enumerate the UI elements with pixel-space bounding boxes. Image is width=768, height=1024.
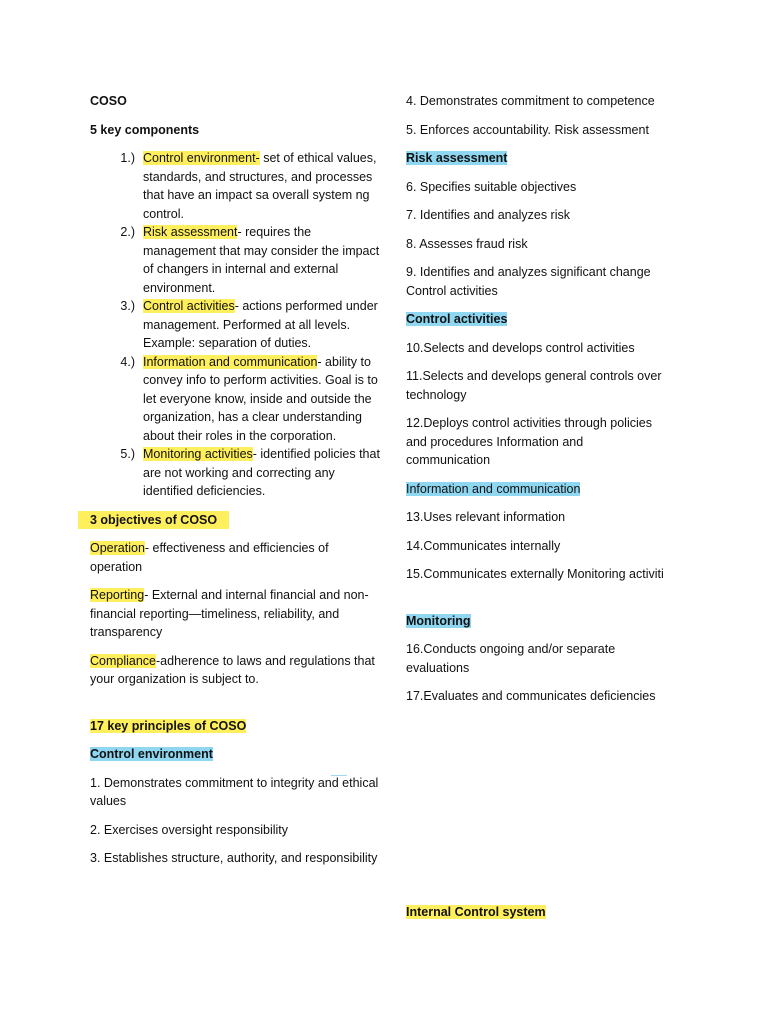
components-list bbox=[90, 149, 380, 501]
control-environment-heading: Control environment bbox=[90, 747, 213, 761]
component-desc: - identified policies that are not working and correcting any identified deficiencies. bbox=[143, 447, 380, 498]
objective-desc: - External and internal financial and non-financial reporting—timeliness, reliability, and transparency bbox=[90, 588, 369, 639]
principle-item: 14.Communicates internally bbox=[406, 538, 561, 553]
component-desc: set of ethical values, standards, and structures, and processes that have an impact sa overall system ng control. bbox=[143, 151, 377, 221]
component-term: Control activities bbox=[143, 299, 235, 313]
component-term: Information and communication bbox=[143, 354, 318, 369]
principle-item: 9. Identifies and analyzes significant change Control activities bbox=[406, 265, 651, 298]
list-item bbox=[90, 297, 380, 353]
doc-title: COSO bbox=[90, 94, 127, 108]
objective-term: Compliance bbox=[90, 653, 157, 668]
monitoring-heading: Monitoring bbox=[406, 613, 471, 628]
principle-item: 10.Selects and develops control activities bbox=[406, 340, 635, 355]
list-item bbox=[90, 353, 380, 446]
objective-reporting bbox=[90, 586, 380, 642]
internal-control-heading: Internal Control system bbox=[406, 905, 546, 919]
principle-item: 8. Assesses fraud risk bbox=[406, 236, 528, 251]
principle-item: 3. Establishes structure, authority, and responsibility bbox=[90, 851, 378, 865]
objective-term: Operation bbox=[90, 541, 145, 555]
list-number: 4.) bbox=[120, 354, 135, 369]
objective-desc: - effectiveness and efficiencies of operation bbox=[90, 541, 329, 574]
objective-operation bbox=[90, 539, 380, 576]
principle-item: 2. Exercises oversight responsibility bbox=[90, 822, 288, 837]
principle-item: 6. Specifies suitable objectives bbox=[406, 179, 577, 194]
list-number: 2.) bbox=[120, 225, 135, 239]
principle-item: 17.Evaluates and communicates deficiencies bbox=[406, 689, 656, 703]
objectives-heading: 3 objectives of COSO bbox=[78, 511, 229, 530]
risk-assessment-heading: Risk assessment bbox=[406, 151, 508, 165]
principle-item: 13.Uses relevant information bbox=[406, 510, 566, 524]
list-item bbox=[90, 149, 380, 223]
principle-item: 4. Demonstrates commitment to competence bbox=[406, 94, 655, 108]
principle-item: 16.Conducts ongoing and/or separate evaluations bbox=[406, 642, 616, 675]
list-number: 3.) bbox=[120, 299, 135, 313]
list-item bbox=[90, 445, 380, 501]
right-column bbox=[406, 92, 706, 716]
objective-term: Reporting bbox=[90, 588, 145, 602]
objective-desc: -adherence to laws and regulations that your organization is subject to. bbox=[90, 653, 375, 686]
left-column bbox=[90, 92, 380, 878]
principle-item: 11.Selects and develops general controls over technology bbox=[406, 369, 662, 402]
list-item bbox=[90, 223, 380, 297]
control-activities-heading: Control activities bbox=[406, 312, 508, 326]
objective-compliance bbox=[90, 652, 380, 689]
component-term: Risk assessment bbox=[143, 225, 238, 239]
component-term: Control environment- bbox=[143, 151, 260, 165]
list-number: 5.) bbox=[120, 447, 135, 461]
principle-item: 15.Communicates externally Monitoring activiti bbox=[406, 567, 664, 581]
principle-item: 5. Enforces accountability. Risk assessment bbox=[406, 122, 649, 137]
component-desc: - requires the management that may consider the impact of changers in internal and external environment. bbox=[143, 225, 380, 295]
component-term: Monitoring activities bbox=[143, 447, 253, 461]
information-communication-heading: Information and communication bbox=[406, 481, 581, 496]
principle-item: 12.Deploys control activities through policies and procedures Information and communication bbox=[406, 416, 652, 467]
component-desc: - actions performed under management. Performed at all levels. Example: separation of duties. bbox=[143, 299, 378, 350]
principle-item: 7. Identifies and analyzes risk bbox=[406, 208, 570, 222]
principle-item: 1. Demonstrates commitment to integrity and ethical values bbox=[90, 775, 379, 808]
principles-heading: 17 key principles of COSO bbox=[90, 718, 247, 733]
stray-highlight-mark bbox=[331, 775, 347, 776]
list-number: 1.) bbox=[120, 151, 135, 165]
component-desc: - ability to convey info to perform activities. Goal is to let everyone know, inside and outside the organization, has a clear understanding about their roles in the corporation. bbox=[143, 354, 378, 443]
components-heading: 5 key components bbox=[90, 122, 200, 137]
